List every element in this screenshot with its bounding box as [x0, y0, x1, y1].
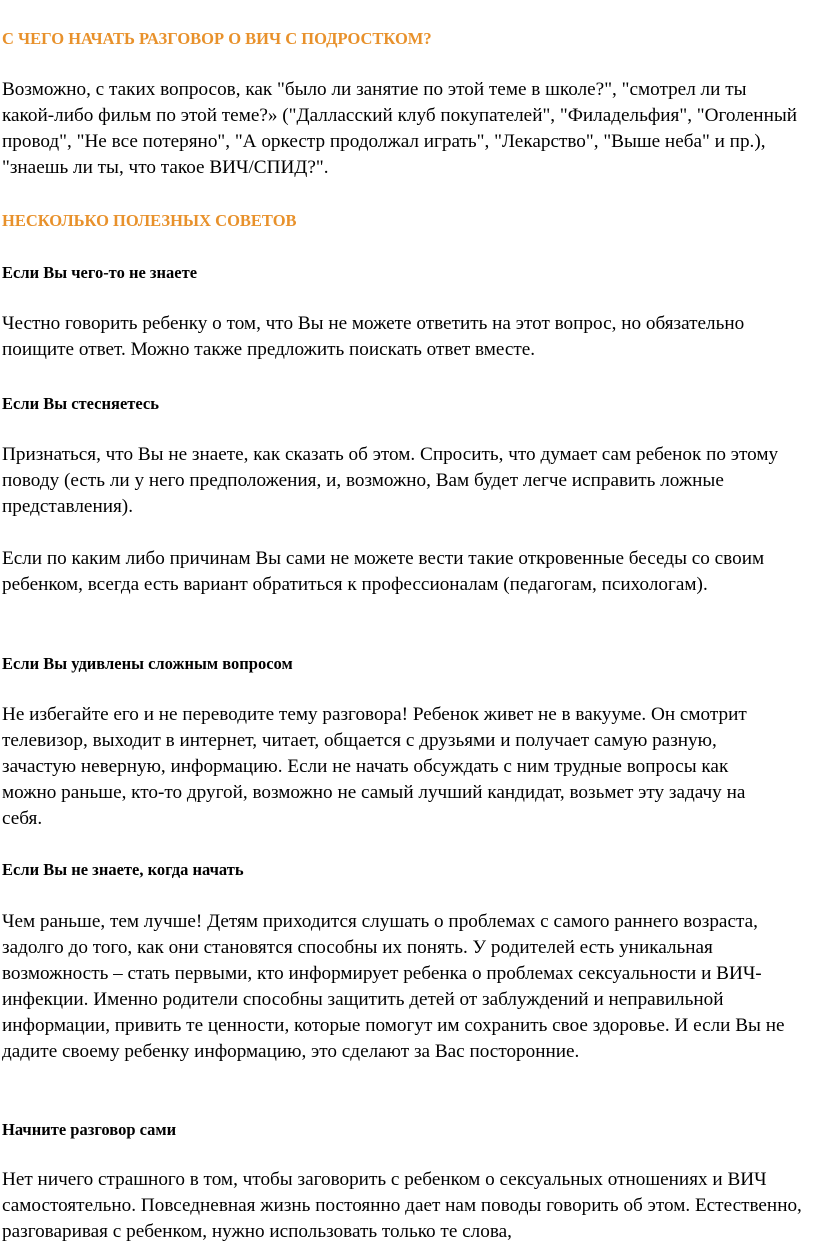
section-paragraph-shy-1: Признаться, что Вы не знаете, как сказать об этом. Спросить, что думает сам ребенок по этому поводу (есть ли у него предположения, и, возможно, Вам будет легче исправить ложные представления).	[2, 444, 779, 517]
intro-paragraph: Возможно, с таких вопросов, как "было ли занятие по этой теме в школе?", "смотрел ли ты какой-либо фильм по этой теме?» ("Далласский клуб покупателей", "Филадельфия", "Оголенный провод", "Не все потеряно", "А оркестр продолжал играть", "Лекарство", "Выше неба" и пр.), "знаешь ли ты, что такое ВИЧ/СПИД?".	[2, 79, 798, 178]
section-heading-start: Начните разговор сами	[2, 1120, 177, 1139]
tips-heading: НЕСКОЛЬКО ПОЛЕЗНЫХ СОВЕТОВ	[2, 211, 297, 230]
page-title: С ЧЕГО НАЧАТЬ РАЗГОВОР О ВИЧ С ПОДРОСТКОМ?	[2, 29, 432, 48]
section-paragraph-when: Чем раньше, тем лучше! Детям приходится слушать о проблемах с самого раннего возраста, задолго до того, как они становятся способны их понять. У родителей есть уникальная возможность – стать первыми, кто информирует ребенка о проблемах сексуальности и ВИЧ-инфекции. Именно родители способны защитить детей от заблуждений и неправильной информации, привить те ценности, которые помогут им сохранить свое здоровье. И если Вы не дадите своему ребенку информацию, это сделают за Вас посторонние.	[2, 911, 785, 1062]
section-paragraph-surprised: Не избегайте его и не переводите тему разговора! Ребенок живет не в вакууме. Он смотрит телевизор, выходит в интернет, читает, общается с друзьями и получает самую разную, зачастую неверную, информацию. Если не начать обсуждать с ним трудные вопросы как можно раньше, кто-то другой, возможно не самый лучший кандидат, возьмет эту задачу на себя.	[2, 704, 747, 829]
section-heading-surprised: Если Вы удивлены сложным вопросом	[2, 654, 293, 673]
section-paragraph-unknown: Честно говорить ребенку о том, что Вы не можете ответить на этот вопрос, но обязательно поищите ответ. Можно также предложить поискать ответ вместе.	[2, 313, 745, 360]
section-heading-when: Если Вы не знаете, когда начать	[2, 860, 244, 879]
section-paragraph-start: Нет ничего страшного в том, чтобы заговорить с ребенком о сексуальных отношениях и ВИЧ самостоятельно. Повседневная жизнь постоянно дает нам поводы говорить об этом. Естественно, разговаривая с ребенком, нужно использовать только те слова,	[2, 1169, 802, 1242]
section-heading-unknown: Если Вы чего-то не знаете	[2, 263, 198, 282]
section-paragraph-shy-2: Если по каким либо причинам Вы сами не можете вести такие откровенные беседы со своим ребенком, всегда есть вариант обратиться к профессионалам (педагогам, психологам).	[2, 548, 765, 595]
section-heading-shy: Если Вы стесняетесь	[2, 394, 159, 413]
